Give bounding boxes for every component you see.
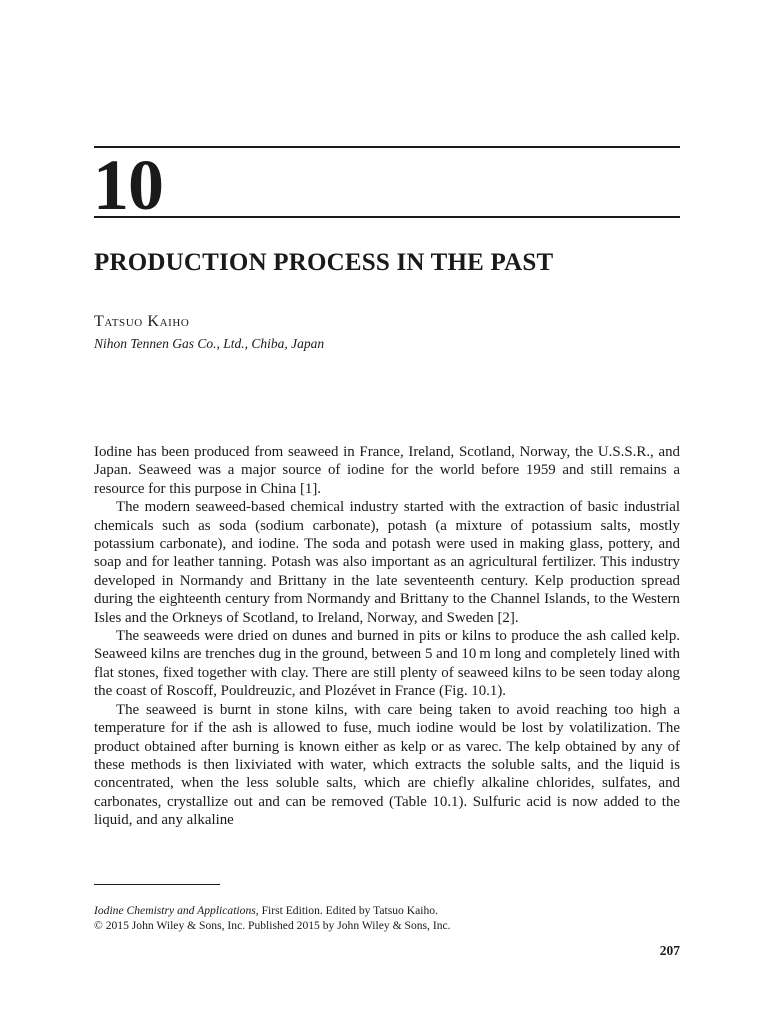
chapter-title: PRODUCTION PROCESS IN THE PAST: [94, 249, 554, 276]
paragraph: The modern seaweed-based chemical industry started with the extraction of basic industrial chemicals such as soda (sodium carbonate), potash (a mixture of potassium salts, mostly potassium carbonate), and iodine. The soda and potash were used in making glass, pottery, and soap and for leather tanning. Potash was also important as an agricultural fertilizer. This industry developed in Normandy and Brittany in the late seventeenth century. Kelp production spread during the eighteenth century from Normandy and Brittany to the Channel Islands, to the Western Isles and the Orkneys of Scotland, to Ireland, Norway, and Sweden [2].: [94, 499, 680, 626]
page-number: 207: [659, 943, 680, 958]
footnote-rule: [94, 884, 220, 885]
book-edition: , First Edition. Edited by Tatsuo Kaiho.: [255, 904, 438, 917]
chapter-rule-top: [94, 146, 680, 148]
author-affiliation: Nihon Tennen Gas Co., Ltd., Chiba, Japan: [94, 336, 325, 351]
paragraph: The seaweed is burnt in stone kilns, with care being taken to avoid reaching too high a temperature for if the ash is allowed to fuse, much iodine would be lost by volatilization. The product obtained after burning is known either as kelp or as varec. The kelp obtained by any of these methods is then lixiviated with water, which extracts the soluble salts, and the liquid is concentrated, when the less soluble salts, which are chiefly alkaline chlorides, sulfates, and carbonates, crystallize out and can be removed (Table 10.1). Sulfuric acid is now added to the liquid, and any alkaline: [94, 701, 680, 829]
paragraph: The seaweeds were dried on dunes and burned in pits or kilns to produce the ash called kelp. Seaweed kilns are trenches dug in the ground, between 5 and 10 m long and completely lined with flat stones, fixed together with clay. There are still plenty of seaweed kilns to be seen today along the coast of Roscoff, Pouldreuzic, and Plozévet in France (Fig. 10.1).: [94, 628, 680, 700]
chapter-number: 10: [93, 145, 163, 225]
book-title: Iodine Chemistry and Applications: [94, 904, 256, 917]
paragraph: Iodine has been produced from seaweed in France, Ireland, Scotland, Norway, the U.S.S.R., and Japan. Seaweed was a major source of iodine for the world before 1959 and still remains a resource for this purpose in China [1].: [94, 444, 680, 497]
chapter-rule-bottom: [94, 216, 680, 218]
body-text: [94, 443, 680, 830]
copyright-line: © 2015 John Wiley & Sons, Inc. Published 2015 by John Wiley & Sons, Inc.: [94, 919, 451, 932]
author-name: Tatsuo Kaiho: [94, 313, 190, 330]
footnote: [94, 903, 451, 933]
footnote-citation: [94, 903, 451, 918]
